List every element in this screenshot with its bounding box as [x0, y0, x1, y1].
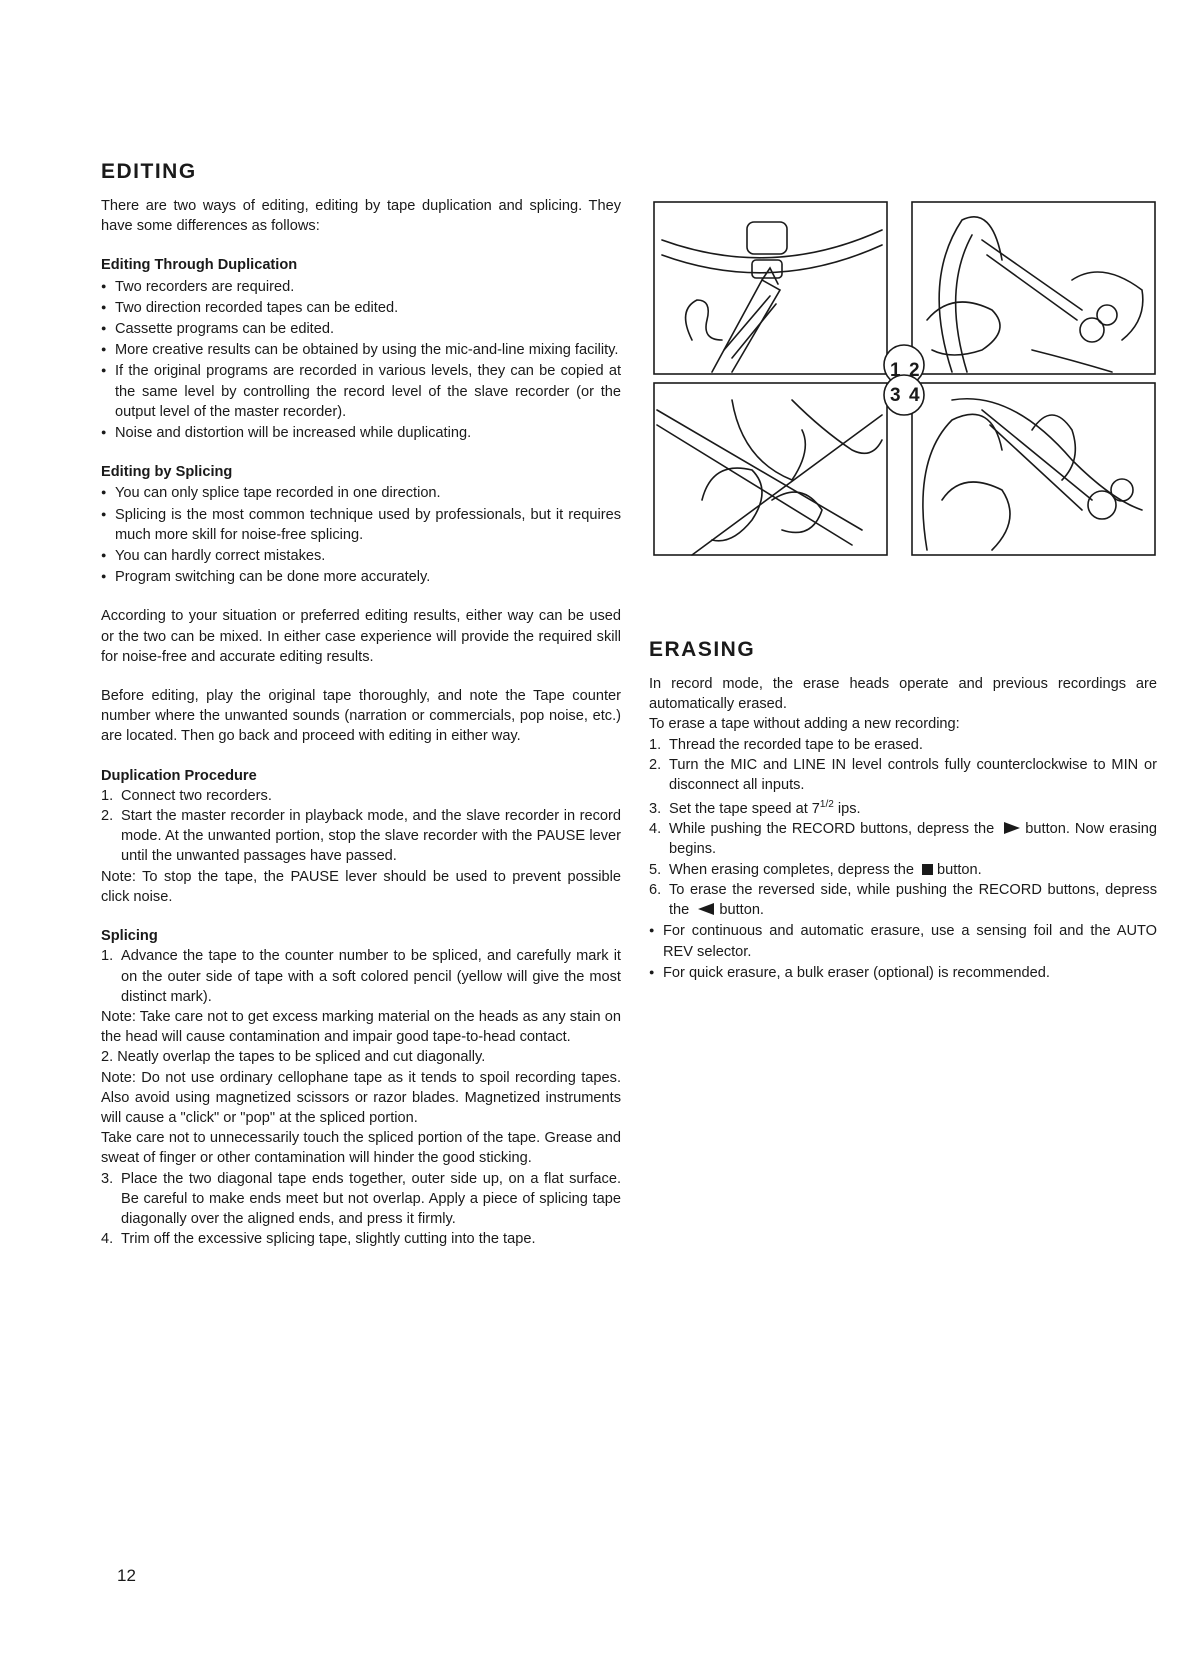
- splicing-procedure-heading: Splicing: [101, 928, 158, 945]
- splicing-illustration: [652, 200, 1157, 557]
- erasing-step: 4. While pushing the RECORD buttons, depress the button. Now erasing begins.: [649, 821, 1157, 858]
- duplication-bullet: ● More creative results can be obtained by using the mic-and-line mixing facility.: [101, 339, 621, 360]
- reverse-triangle-icon: [697, 903, 715, 915]
- splicing-step: 2. Neatly overlap the tapes to be spliced and cut diagonally.: [101, 1049, 486, 1066]
- figure-label-1: 1: [890, 360, 901, 381]
- erasing-title: ERASING: [649, 638, 756, 661]
- procedure-note: Note: To stop the tape, the PAUSE lever should be used to prevent possible click noise.: [101, 868, 621, 905]
- duplication-bullet: ● Cassette programs can be edited.: [101, 318, 621, 339]
- figure-label-2: 2: [909, 360, 920, 381]
- splicing-bullet: ● Splicing is the most common technique used by professionals, but it requires much more skill for noise-free splicing.: [101, 504, 621, 545]
- erasing-step: 5. When erasing completes, depress the button.: [649, 861, 982, 878]
- splicing-step: 3. Place the two diagonal tape ends together, outer side up, on a flat surface. Be careful to make ends meet but not overlap. Apply a piece of splicing tape diagonally over the aligned ends, and press it firmly.: [101, 1170, 621, 1227]
- erasing-step: 3. Set the tape speed at $7^{1/2}$ ips.: [649, 799, 861, 818]
- splicing-heading: Editing by Splicing: [101, 464, 233, 481]
- figure-label-3: 3: [890, 385, 901, 406]
- splicing-step: 4. Trim off the excessive splicing tape, slightly cutting into the tape.: [101, 1231, 536, 1248]
- panel-4-trimming: [912, 383, 1155, 555]
- splicing-note: Note: Take care not to get excess marking material on the heads as any stain on the head will cause contamination and impair good tape-to-head contact.: [101, 1008, 621, 1046]
- duplication-procedure-heading: Duplication Procedure: [101, 767, 257, 784]
- erasing-intro: In record mode, the erase heads operate and previous recordings are automatically erased.: [649, 676, 1157, 713]
- editing-intro: There are two ways of editing, editing by tape duplication and splicing. They have some differences as follows:: [101, 198, 621, 235]
- splicing-bullet: ● You can only splice tape recorded in one direction.: [101, 482, 621, 503]
- panel-3-aligning-ends: [654, 383, 887, 555]
- duplication-bullet: ● If the original programs are recorded in various levels, they can be copied at the same level by controlling the record level of the slave recorder (or the output level of the master recorder).: [101, 360, 621, 422]
- duplication-bullet: ● Noise and distortion will be increased while duplicating.: [101, 422, 621, 443]
- erasing-step: 1. Thread the recorded tape to be erased.: [649, 736, 923, 753]
- procedure-step: 2. Start the master recorder in playback mode, and the slave recorder in record mode. At the unwanted portion, stop the slave recorder with the PAUSE lever until the unwanted passages have passed.: [101, 808, 621, 865]
- erasing-step: 6. To erase the reversed side, while pushing the RECORD buttons, depress the button.: [649, 881, 1157, 919]
- erasing-step: 2. Turn the MIC and LINE IN level controls fully counterclockwise to MIN or disconnect all inputs.: [649, 756, 1157, 794]
- panel-1-marking-tape: [654, 202, 887, 374]
- erasing-section: [649, 638, 1157, 983]
- splicing-bullet: ● Program switching can be done more accurately.: [101, 566, 621, 587]
- panel-2-cutting-tape: [912, 202, 1155, 374]
- editing-paragraph: According to your situation or preferred editing results, either way can be used or the two can be mixed. In either case experience will provide the required skill for noise-free and accurate editing results.: [101, 608, 621, 665]
- splicing-bullet: ● You can hardly correct mistakes.: [101, 545, 621, 566]
- play-triangle-icon: [1003, 822, 1021, 834]
- procedure-step: 1. Connect two recorders.: [101, 787, 272, 804]
- editing-paragraph: Before editing, play the original tape thoroughly, and note the Tape counter number where the unwanted sounds (narration or commercials, pop noise, etc.) are located. Then go back and proceed with editing in either way.: [101, 688, 621, 745]
- erasing-bullet: ● For continuous and automatic erasure, use a sensing foil and the AUTO REV selector.: [649, 920, 1157, 961]
- splicing-note: Note: Do not use ordinary cellophane tape as it tends to spoil recording tapes. Also avoid using magnetized scissors or razor blades. Magnetized instruments will cause a "click" or "pop" at the spliced portion.: [101, 1069, 621, 1126]
- editing-section: [101, 160, 621, 1249]
- page-number: 12: [117, 1566, 136, 1585]
- splicing-note: Take care not to unnecessarily touch the spliced portion of the tape. Grease and sweat of finger or other contamination will hinder the good sticking.: [101, 1130, 621, 1167]
- splicing-step: 1. Advance the tape to the counter number to be spliced, and carefully mark it on the outer side of tape with a soft colored pencil (yellow will give the most distinct mark).: [101, 948, 621, 1005]
- duplication-heading: Editing Through Duplication: [101, 257, 298, 274]
- duplication-bullet: ● Two recorders are required.: [101, 276, 621, 297]
- editing-title: EDITING: [101, 160, 197, 183]
- duplication-bullet: ● Two direction recorded tapes can be edited.: [101, 297, 621, 318]
- figure-label-4: 4: [909, 385, 920, 406]
- stop-square-icon: [922, 864, 933, 875]
- erasing-lead: To erase a tape without adding a new recording:: [649, 716, 960, 733]
- erasing-bullet: ● For quick erasure, a bulk eraser (optional) is recommended.: [649, 962, 1157, 983]
